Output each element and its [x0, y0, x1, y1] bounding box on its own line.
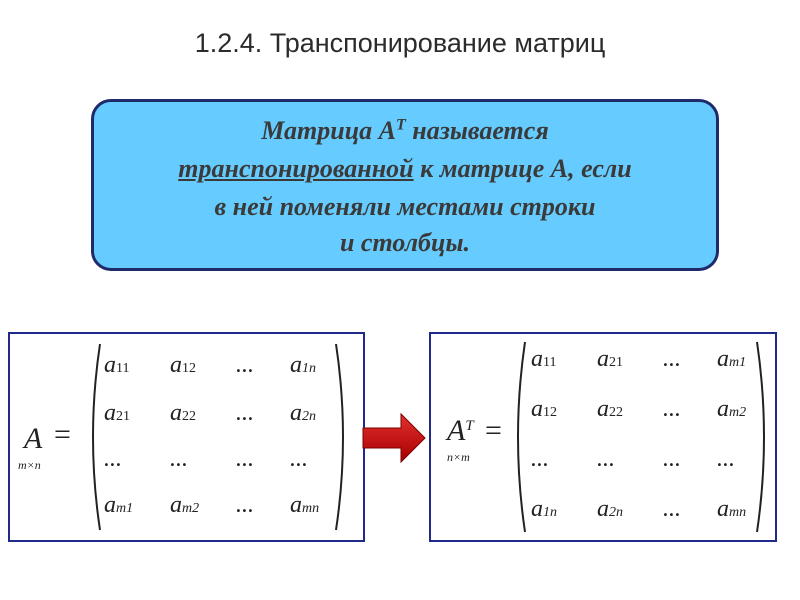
matrix-element: ...	[717, 446, 735, 472]
definition-box	[91, 99, 719, 271]
matrix-element: ...	[663, 396, 681, 422]
definition-line-3: в ней поменяли местами строки	[214, 192, 596, 221]
definition-text: называется	[405, 116, 549, 145]
matrix-element: am2	[717, 396, 747, 422]
matrix-superscript: T	[465, 417, 474, 434]
matrix-element: am2	[170, 492, 200, 518]
matrix-element: a22	[597, 396, 623, 422]
right-paren	[332, 342, 352, 532]
matrix-a-subscript: m×n	[18, 458, 41, 472]
definition-line-2	[94, 154, 716, 184]
matrix-element: a11	[104, 352, 130, 378]
matrix-element: ...	[236, 352, 254, 378]
matrix-at-name	[447, 414, 474, 448]
definition-text: к матрице А, если	[413, 154, 632, 183]
right-arrow-icon	[361, 412, 427, 464]
matrix-element: ...	[104, 446, 122, 472]
definition-line-1	[94, 116, 716, 146]
matrix-element: ...	[531, 446, 549, 472]
left-paren	[84, 342, 104, 532]
matrix-element: ...	[597, 446, 615, 472]
right-paren	[753, 340, 773, 534]
matrix-element: ...	[663, 346, 681, 372]
matrix-element: a1n	[531, 496, 557, 522]
matrix-a-name	[24, 422, 42, 456]
matrix-element: a1n	[290, 352, 316, 378]
matrix-element: ...	[236, 400, 254, 426]
matrix-element: ...	[236, 446, 254, 472]
matrix-element: ...	[663, 446, 681, 472]
matrix-element: a22	[170, 400, 196, 426]
matrix-element: a12	[170, 352, 196, 378]
matrix-element: a21	[597, 346, 623, 372]
matrix-name: A	[447, 414, 466, 447]
left-paren	[509, 340, 529, 534]
matrix-element: am1	[717, 346, 747, 372]
matrix-element: ...	[236, 492, 254, 518]
definition-term: транспонированной	[178, 154, 414, 183]
matrix-element: ...	[170, 446, 188, 472]
matrix-element: a2n	[597, 496, 623, 522]
matrix-element: a11	[531, 346, 557, 372]
slide-title: 1.2.4. Транспонирование матриц	[194, 28, 606, 58]
equals-sign: =	[54, 418, 71, 451]
definition-text: Матрица A	[261, 116, 397, 145]
matrix-element: amn	[717, 496, 747, 522]
matrix-at-subscript: n×m	[447, 450, 470, 464]
equals-sign: =	[485, 414, 502, 447]
definition-superscript: T	[396, 116, 406, 134]
matrix-at-panel	[429, 332, 777, 542]
matrix-element: a21	[104, 400, 130, 426]
matrix-element: ...	[663, 496, 681, 522]
matrix-name: A	[24, 422, 43, 455]
definition-line-4: и столбцы.	[339, 228, 471, 257]
matrix-a-panel	[8, 332, 365, 542]
matrix-element: ...	[290, 446, 308, 472]
matrix-element: am1	[104, 492, 134, 518]
matrix-element: a12	[531, 396, 557, 422]
matrix-element: amn	[290, 492, 320, 518]
matrix-element: a2n	[290, 400, 316, 426]
